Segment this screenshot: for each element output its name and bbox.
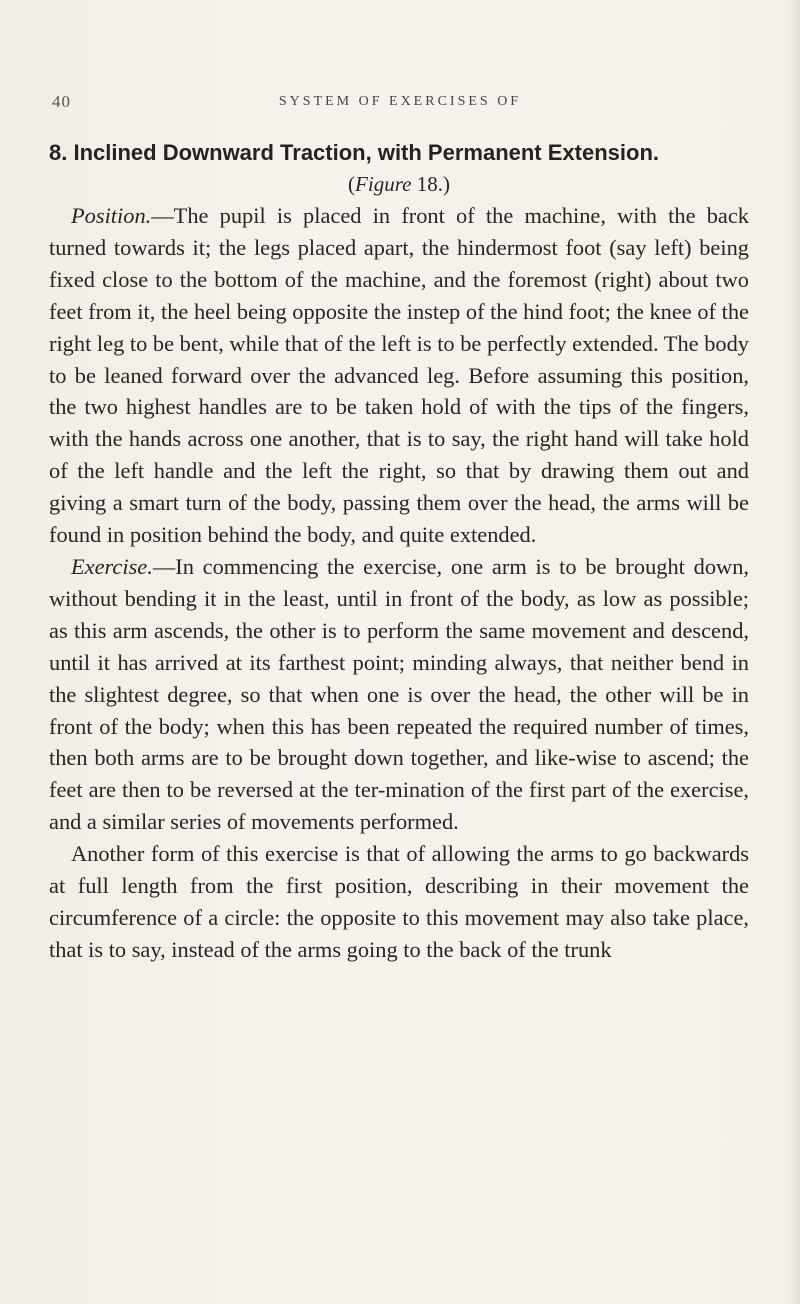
paragraph-position <box>49 200 749 551</box>
figure-ref-number: 18.) <box>411 172 450 196</box>
exercise-run-in: Exercise. <box>71 553 153 579</box>
figure-ref-open: ( <box>348 172 356 196</box>
position-run-in: Position. <box>71 203 152 228</box>
figure-reference <box>49 168 749 200</box>
figure-ref-label: Figure <box>355 172 412 196</box>
paragraph-exercise <box>49 551 749 838</box>
paragraph-another-form: Another form of this exercise is that of allowing the arms to go backwards at full length from the first position, describing in their movement the circumference of a circle: the opposite to this movement may also take place, that is to say, instead of the arms going to the back of the trunk <box>49 841 749 962</box>
section-heading: 8. Inclined Downward Traction, with Permanent Extension. <box>49 140 659 165</box>
page-number: 40 <box>52 92 71 111</box>
position-text: —The pupil is placed in front of the machine, with the back turned towards it; the legs placed apart, the hindermost foot (say left) being fixed close to the bottom of the machine, and the foremost (right) about two feet from it, the heel being opposite the instep of the hind foot; the knee of the right leg to be bent, while that of the left is to be perfectly extended. The body to be leaned forward over the advanced leg. Before assuming this position, the two highest handles are to be taken hold of with the tips of the fingers, with the hands across one another, that is to say, the right hand will take hold of the left handle and the left the right, so that by drawing them out and giving a smart turn of the body, passing them over the head, the arms will be found in position behind the body, and quite extended. <box>49 203 749 548</box>
running-head: SYSTEM OF EXERCISES OF <box>278 94 522 109</box>
exercise-text: —In commencing the exercise, one arm is to be brought down, without bending it in the least, until in front of the body, as low as possible; as this arm ascends, the other is to perform the same movement and descend, until it has arrived at its farthest point; minding always, that neither bend in the slightest degree, so that when one is over the head, the other will be in front of the body; when this has been repeated the required number of times, then both arms are to be brought down together, and like-wise to ascend; the feet are then to be reversed at the ter-mination of the first part of the exercise, and a similar series of movements performed. <box>49 553 749 835</box>
page-edge-shadow <box>786 0 800 1304</box>
page-body <box>49 138 749 966</box>
